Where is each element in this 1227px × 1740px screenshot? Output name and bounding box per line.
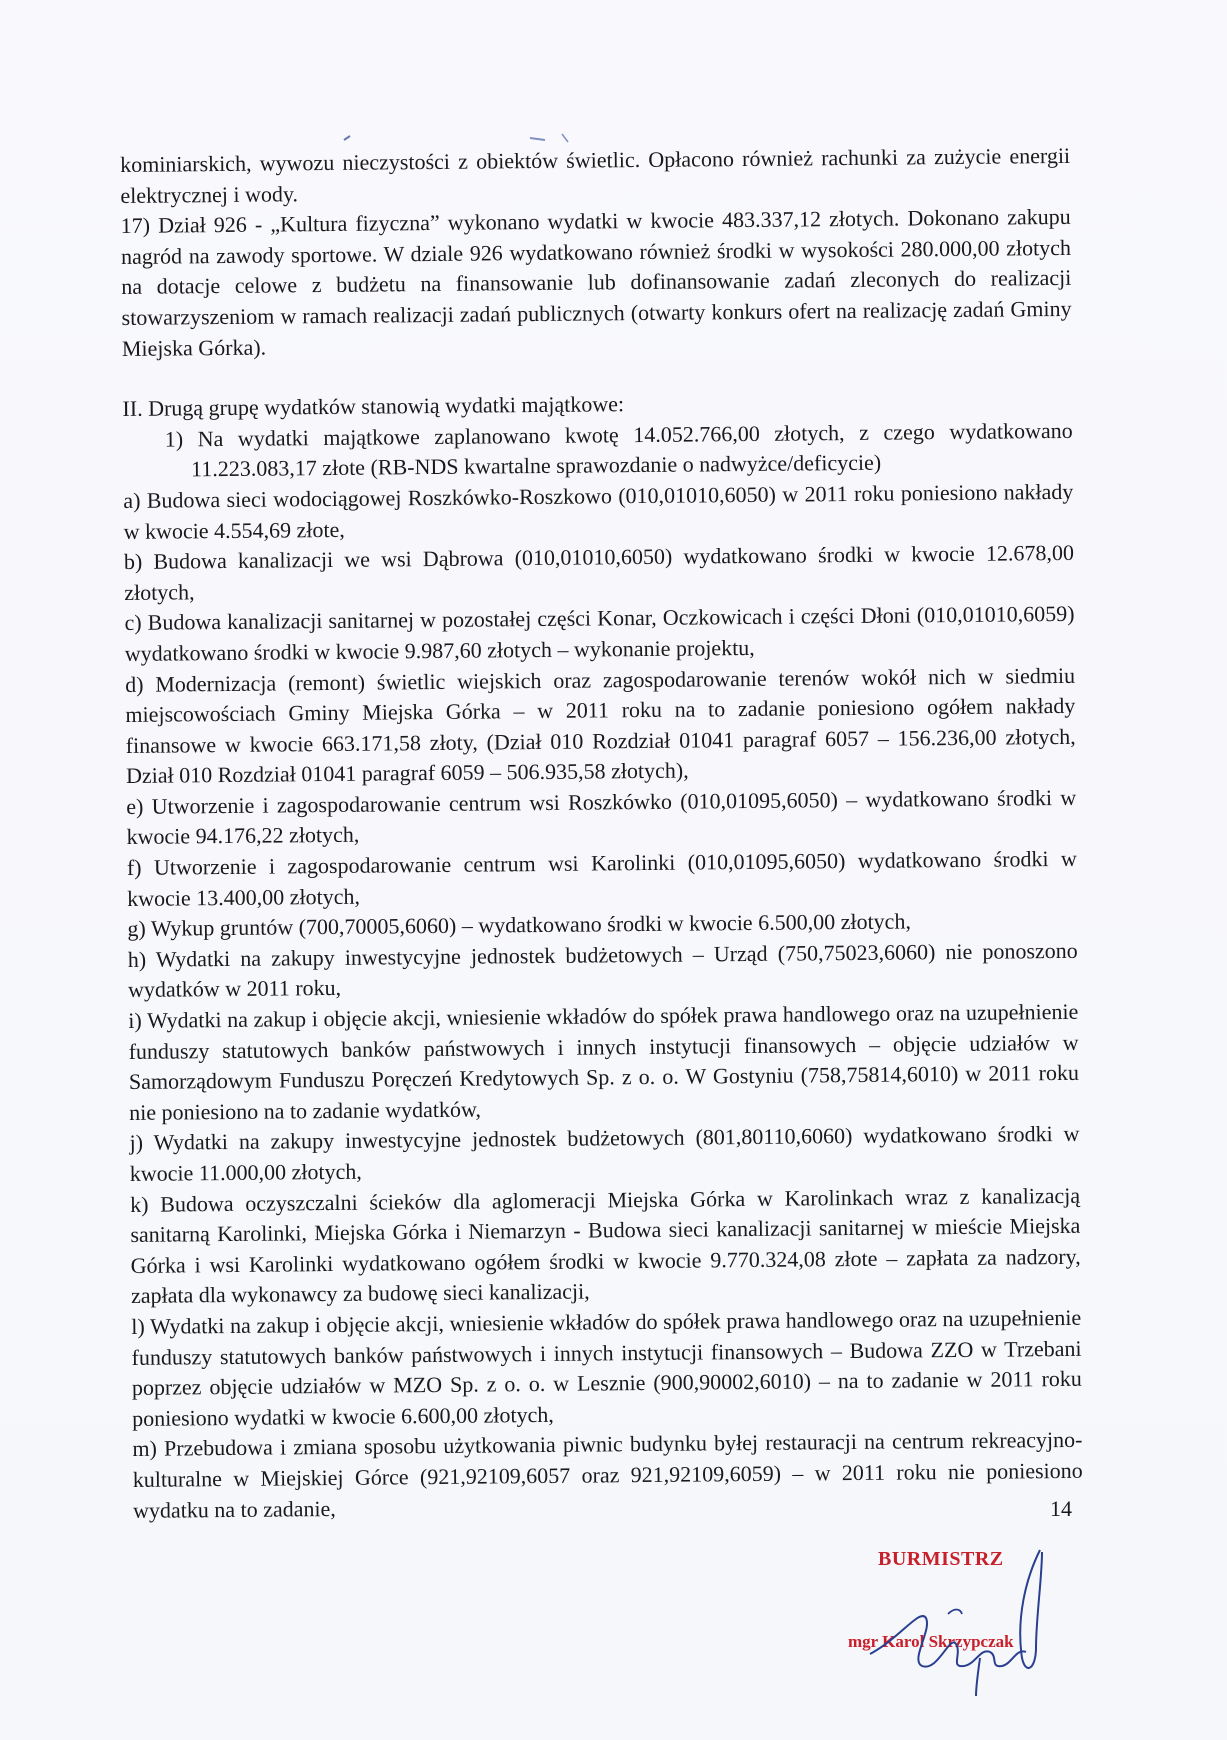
list-item-l: l) Wydatki na zakup i objęcie akcji, wniesienie wkładów do spółek prawa handlowego oraz na uzupełnienie funduszy statutowych banków państwowych i innych instytucji finansowych – Budowa ZZO w Trzebani poprzez objęcie udziałów w MZO Sp. z o. o. w Lesznie (900,90002,6010) – na to zadanie w 2011 roku poniesiono wydatki w kwocie 6.600,00 złotych,: [131, 1304, 1082, 1431]
list-item-j: j) Wydatki na zakupy inwestycyjne jednostek budżetowych (801,80110,6060) wydatkowano środki w kwocie 11.000,00 złotych,: [129, 1121, 1080, 1186]
list-item-e: e) Utworzenie i zagospodarowanie centrum wsi Roszkówko (010,01095,6050) – wydatkowano środki w kwocie 94.176,22 złotych,: [126, 784, 1077, 850]
stamp-name: mgr Karol Skrzypczak: [848, 1632, 1014, 1651]
stamp-title: BURMISTRZ: [878, 1548, 1004, 1570]
list-item-c: c) Budowa kanalizacji sanitarnej w pozostałej części Konar, Oczkowicach i części Dłoni (010,01010,6059) wydatkowano środki w kwocie 9.987,60 złotych – wykonanie projektu,: [124, 601, 1075, 666]
list-item-k: k) Budowa oczyszczalni ścieków dla aglomeracji Miejska Górka w Karolinkach wraz z kanalizacją sanitarną Karolinki, Miejska Górka i Niemarzyn - Budowa sieci kanalizacji sanitarnej w mieście Miejska Górka i wsi Karolinki wydatkowano ogółem środki w kwocie 9.770.324,08 złote – zapłata za nadzory, zapłata dla wykonawcy za budowę sieci kanalizacji,: [129, 1182, 1081, 1309]
list-item-m: m) Przebudowa i zmiana sposobu użytkowania piwnic budynku byłej restauracji na centrum rekreacyjno-kulturalne w Miejskiej Górce (921,92109,6057 oraz 921,92109,6059) – w 2011 roku nie poniesiono wydatku na to zadanie,: [132, 1427, 1083, 1523]
paragraph-section-ii: II. Drugą grupę wydatków stanowią wydatki majątkowe:: [122, 391, 625, 422]
list-item-f: f) Utworzenie i zagospodarowanie centrum wsi Karolinki (010,01095,6050) wydatkowano środki w kwocie 13.400,00 złotych,: [126, 845, 1077, 911]
paragraph-section-17: 17) Dział 926 - „Kultura fizyczna” wykonano wydatki w kwocie 483.337,12 złotych. Dokonano zakupu nagród na zawody sportowe. W dziale 926 wydatkowano również środki w wysokości 280.000,00 złotych na dotacje celowe z budżetu na finansowanie lub dofinansowanie zadań zleconych do realizacji stowarzyszeniom w ramach realizacji zadań publicznych (otwarty konkurs ofert na realizację zadań Gminy Miejska Górka).: [120, 204, 1072, 361]
page-number: 14: [1050, 1496, 1072, 1521]
body-text: [120, 141, 1083, 1526]
paragraph-item-1: 1) Na wydatki majątkowe zaplanowano kwotę 14.052.766,00 złotych, z czego wydatkowano 11.223.083,17 złote (RB-NDS kwartalne sprawozdanie o nadwyżce/deficycie): [164, 417, 1073, 482]
list-item-a: a) Budowa sieci wodociągowej Roszkówko-Roszkowo (010,01010,6050) w 2011 roku poniesiono nakłady w kwocie 4.554,69 złote,: [123, 478, 1074, 544]
handwritten-signature: [830, 1548, 1070, 1698]
list-item-h: h) Wydatki na zakupy inwestycyjne jednostek budżetowych – Urząd (750,75023,6060) nie ponoszono wydatków w 2011 roku,: [127, 937, 1078, 1003]
paragraph-intro: kominiarskich, wywozu nieczystości z obiektów świetlic. Opłacono również rachunki za zużycie energii elektrycznej i wody.: [120, 142, 1071, 208]
mayor-stamp: [830, 1548, 1070, 1698]
list-item-g: g) Wykup gruntów (700,70005,6060) – wydatkowano środki w kwocie 6.500,00 złotych,: [127, 908, 912, 942]
list-item-d: d) Modernizacja (remont) świetlic wiejskich oraz zagospodarowanie terenów wokół nich w siedmiu miejscowościach Gminy Miejska Górka – w 2011 roku na to zadanie poniesiono ogółem nakłady finansowe w kwocie 663.171,58 złoty, (Dział 010 Rozdział 01041 paragraf 6057 – 156.236,00 złotych, Dział 010 Rozdział 01041 paragraf 6059 – 506.935,58 złotych),: [125, 662, 1076, 789]
list-item-b: b) Budowa kanalizacji we wsi Dąbrowa (010,01010,6050) wydatkowano środki w kwocie 12.678,00 złotych,: [123, 539, 1075, 605]
list-item-i: i) Wydatki na zakup i objęcie akcji, wniesienie wkładów do spółek prawa handlowego oraz na uzupełnienie funduszy statutowych banków państwowych i innych instytucji finansowych – objęcie udziałów w Samorządowym Funduszu Poręczeń Kredytowych Sp. z o. o. W Gostyniu (758,75814,6010) w 2011 roku nie poniesiono na to zadanie wydatków,: [128, 998, 1080, 1125]
